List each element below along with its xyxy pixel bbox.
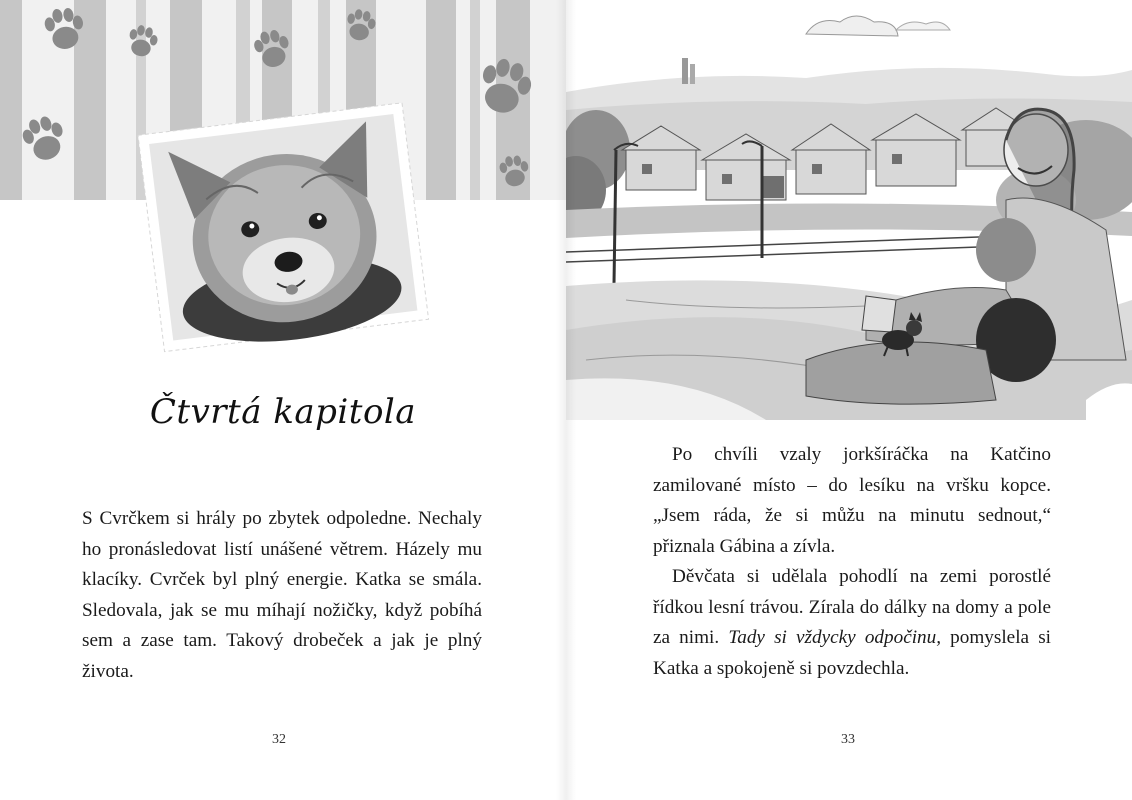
paragraph-text: pomyslela si Katka a spokojeně si povzdechla. [653, 627, 1051, 679]
paragraph [653, 562, 1051, 684]
paragraph: S Cvrčkem si hrály po zbytek odpoledne. Nechaly ho pronásledovat listí unášené větrem. Házely mu klacíky. Cvrček byl plný energie. Katka se smála. Sledovala, jak se mu míhají nožičky, když pobíhá sem a zase tam. Takový drobeček a jak je plný života. [82, 508, 482, 682]
right-page-text [653, 440, 1051, 684]
chapter-header-artwork [0, 0, 566, 360]
chapter-title: Čtvrtá kapitola [149, 392, 417, 432]
page-number: 33 [841, 732, 855, 747]
page-number: 32 [272, 732, 286, 747]
paragraph-text: Děvčata si udělala pohodlí na zemi porostlé řídkou lesní trávou. Zírala do dálky na domy a pole za nimi. [653, 566, 1051, 648]
left-page-text [82, 504, 482, 687]
hillside-illustration [566, 0, 1132, 420]
puppy-stamp [138, 103, 429, 356]
italic-thought: Tady si vždycky odpočinu, [728, 627, 942, 648]
paragraph: Po chvíli vzaly jorkšíráčka na Katčino zamilované místo – do lesíku na vršku kopce. „Jsem ráda, že si můžu na minutu sednout,“ přiznala Gábina a zívla. [653, 444, 1051, 557]
